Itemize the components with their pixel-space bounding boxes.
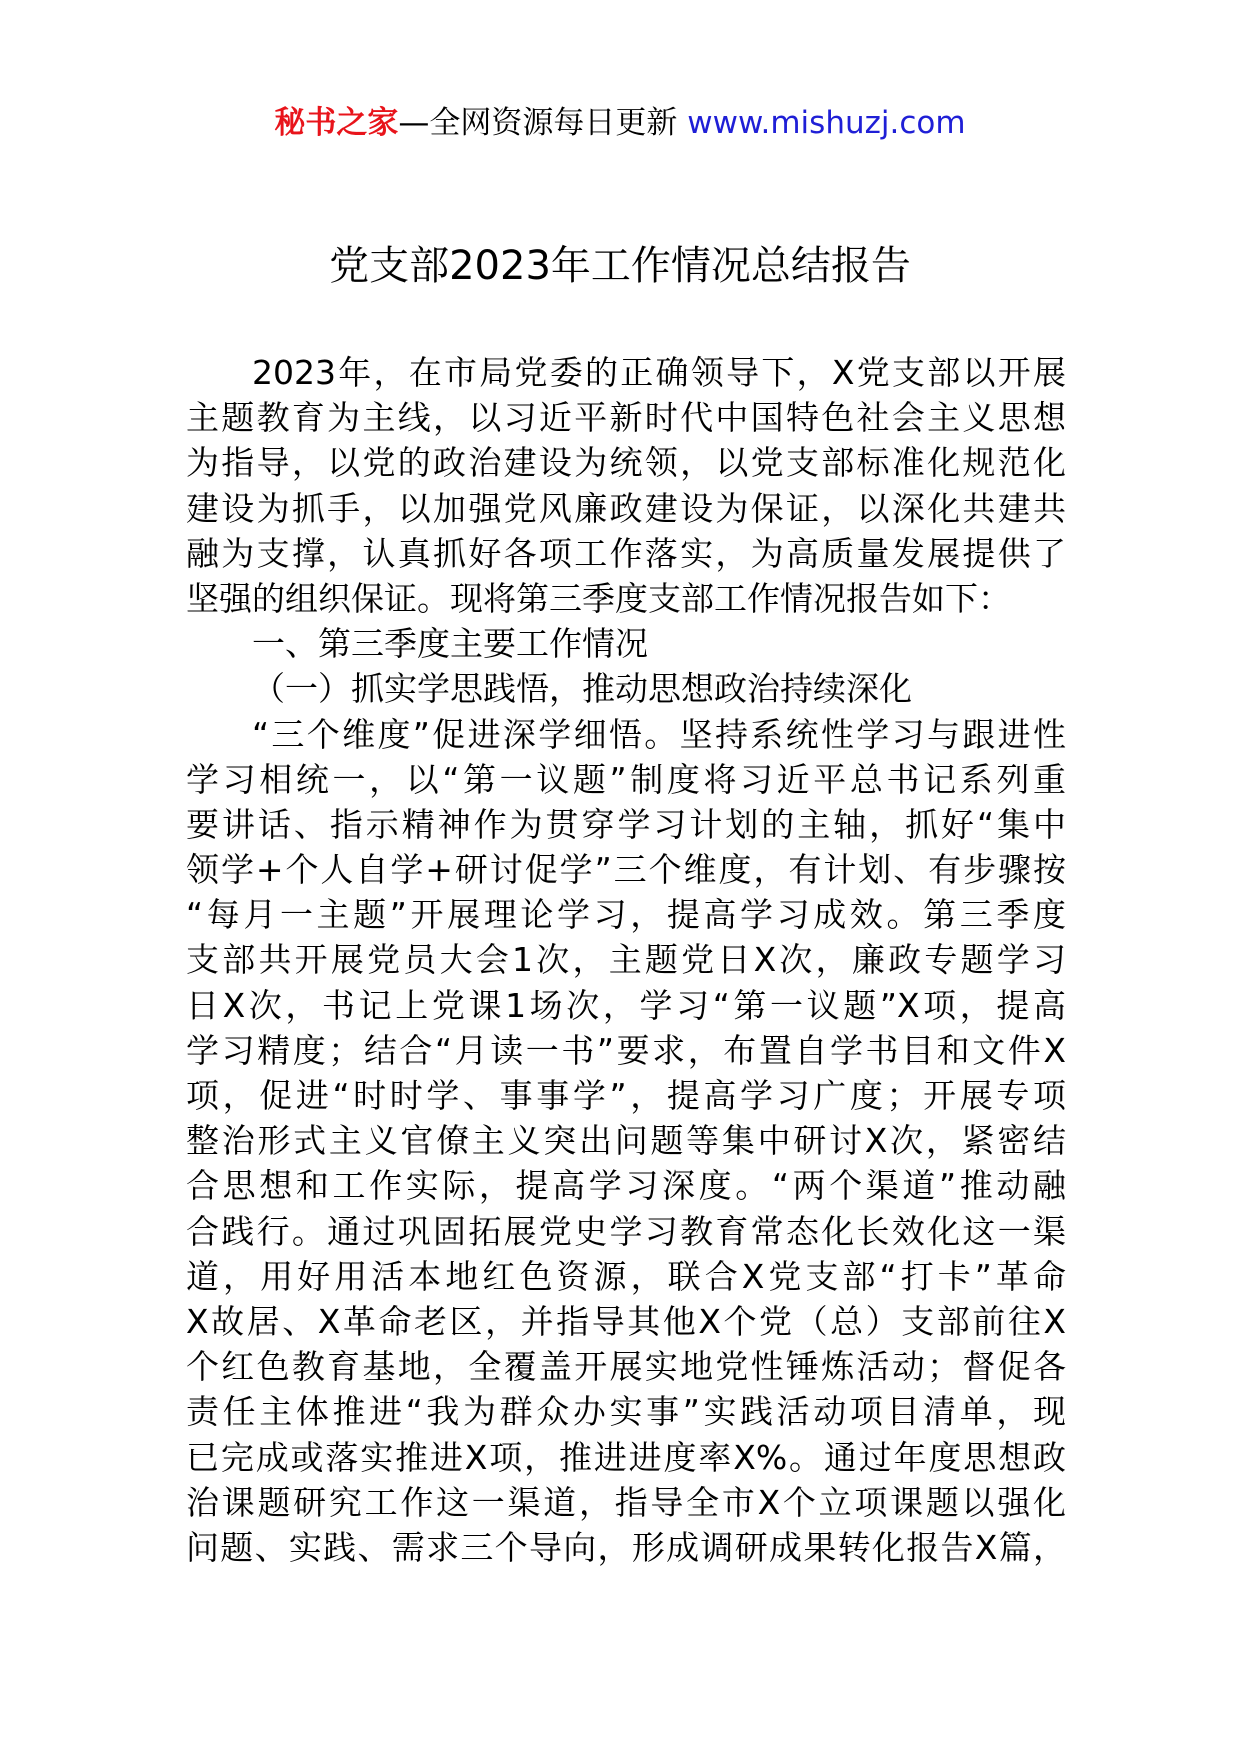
paragraph-line: 合思想和工作实际，提高学习深度。“两个渠道”推动融 [186,1166,1066,1206]
paragraph-line: 坚强的组织保证。现将第三季度支部工作情况报告如下： [186,578,1011,618]
paragraph-line: “每月一主题”开展理论学习，提高学习成效。第三季度 [186,895,1066,935]
paragraph-line: 项，促进“时时学、事事学”，提高学习广度；开展专项 [186,1076,1066,1115]
paragraph-line: 治课题研究工作这一渠道，指导全市X个立项课题以强化 [186,1482,1066,1522]
section-heading: 一、第三季度主要工作情况 [252,624,648,664]
paragraph-line: 主题教育为主线，以习近平新时代中国特色社会主义思想 [186,398,1066,438]
paragraph-line: 学习精度；结合“月读一书”要求，布置自学书目和文件X [186,1030,1066,1070]
paragraph-line: 学习相统一，以“第一议题”制度将习近平总书记系列重 [186,759,1066,799]
paragraph-line: 要讲话、指示精神作为贯穿学习计划的主轴，抓好“集中 [186,804,1066,844]
paragraph-line: 责任主体推进“我为群众办实事”实践活动项目清单，现 [186,1392,1066,1432]
paragraph-line: 建设为抓手，以加强党风廉政建设为保证，以深化共建共 [186,488,1066,528]
brand-name: 秘书之家 [274,105,399,141]
paragraph-line: 为指导，以党的政治建设为统领，以党支部标准化规范化 [186,443,1066,483]
subsection-heading: （一）抓实学思践悟，推动思想政治持续深化 [252,669,912,709]
paragraph-line: 个红色教育基地，全覆盖开展实地党性锤炼活动；督促各 [186,1347,1066,1387]
paragraph-line: 2023年，在市局党委的正确领导下，X党支部以开展 [252,353,1066,392]
header-tagline: —全网资源每日更新 [398,105,678,141]
site-header-banner [0,100,1240,146]
paragraph-line: 合践行。通过巩固拓展党史学习教育常态化长效化这一渠 [186,1211,1066,1251]
paragraph-line: 问题、实践、需求三个导向，形成调研成果转化报告X篇， [186,1527,1066,1567]
paragraph-line: 领学+个人自学+研讨促学”三个维度，有计划、有步骤按 [186,850,1066,890]
paragraph-line: 融为支撑，认真抓好各项工作落实，为高质量发展提供了 [186,533,1066,573]
website-link[interactable]: www.mishuzj.com [687,105,966,141]
paragraph-line: 支部共开展党员大会1次，主题党日X次，廉政专题学习 [186,940,1066,980]
paragraph-line: 道，用好用活本地红色资源，联合X党支部“打卡”革命 [186,1256,1066,1296]
paragraph-line: 已完成或落实推进X项，推进进度率X%。通过年度思想政 [186,1437,1066,1477]
paragraph-line: 整治形式主义官僚主义突出问题等集中研讨X次，紧密结 [186,1121,1066,1161]
document-body [186,350,1066,1570]
paragraph-line: “三个维度”促进深学细悟。坚持系统性学习与跟进性 [252,714,1066,754]
paragraph-line: X故居、X革命老区，并指导其他X个党（总）支部前往X [186,1301,1066,1341]
paragraph-line: 日X次，书记上党课1场次，学习“第一议题”X项，提高 [186,985,1066,1025]
document-title: 党支部2023年工作情况总结报告 [329,243,911,289]
